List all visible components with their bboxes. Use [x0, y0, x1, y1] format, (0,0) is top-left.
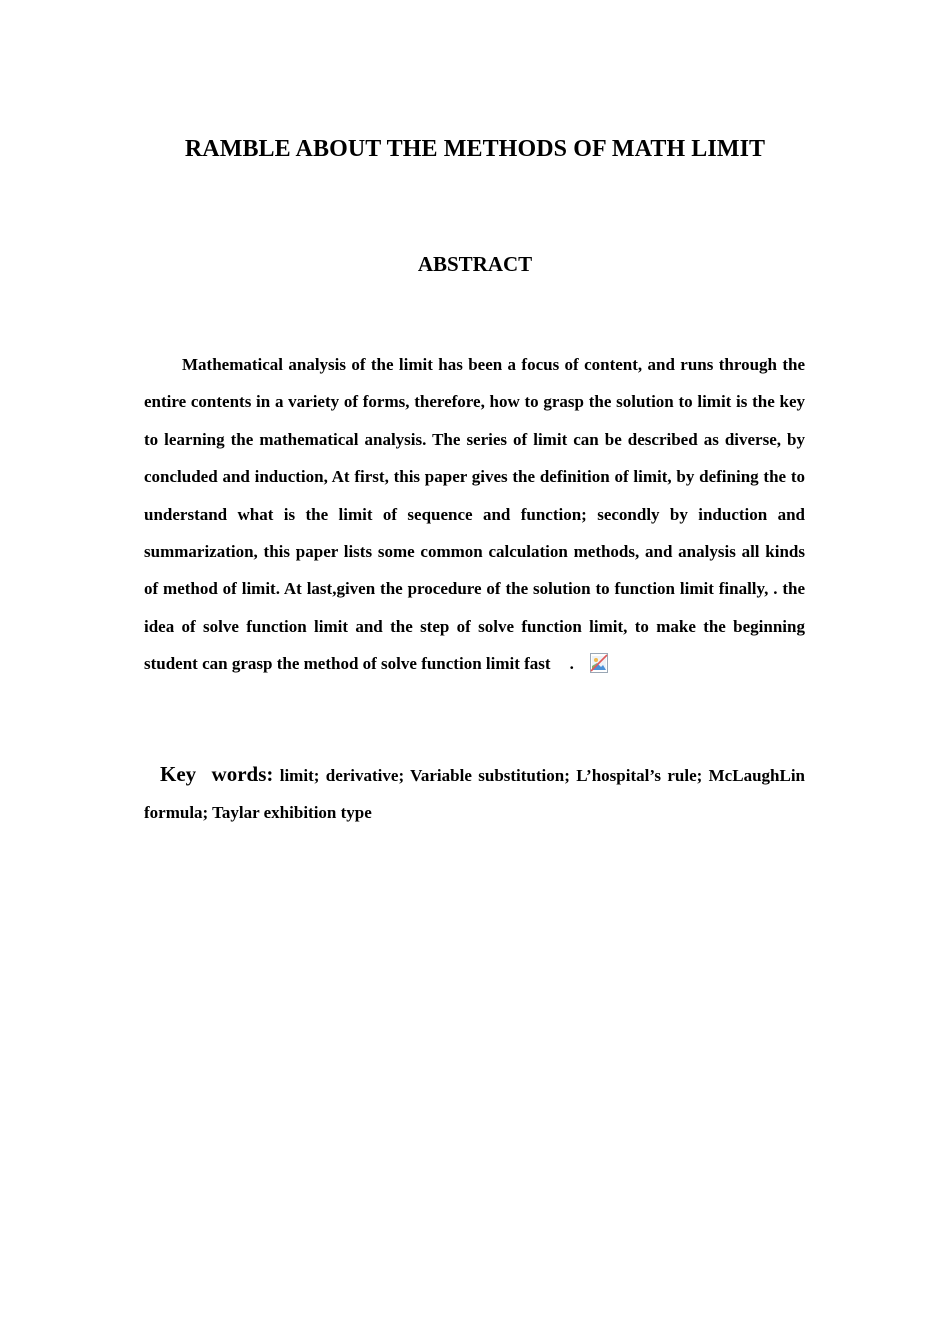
keywords-label: Key words: [160, 762, 274, 786]
abstract-text: Mathematical analysis of the limit has been a focus of content, and runs through the entire contents in a variety of forms, therefore, how to grasp the solution to limit is the key to learning the mathematical analysis. The series of limit can be described as diverse, by concluded and induction, At first, this paper gives the definition of limit, by defining the to understand what is the limit of sequence and function; secondly by induction and summarization, this paper lists some common calculation methods, and analysis all kinds of method of limit. At last,given the procedure of the solution to function limit finally, . the idea of solve function limit and the step of solve function limit, to make the beginning student can grasp the method of solve function limit fast [144, 355, 805, 674]
broken-image-icon [552, 649, 570, 669]
keywords-paragraph [144, 756, 805, 831]
keywords-text: limit; derivative; Variable substitution; L’hospital’s rule; McLaughLin formula; Taylar exhibition type [144, 766, 805, 822]
abstract-heading: ABSTRACT [417, 252, 533, 276]
abstract-paragraph [144, 346, 805, 683]
paper-title: RAMBLE ABOUT THE METHODS OF MATH LIMIT [184, 136, 766, 162]
abstract-end-period: . [569, 654, 574, 674]
